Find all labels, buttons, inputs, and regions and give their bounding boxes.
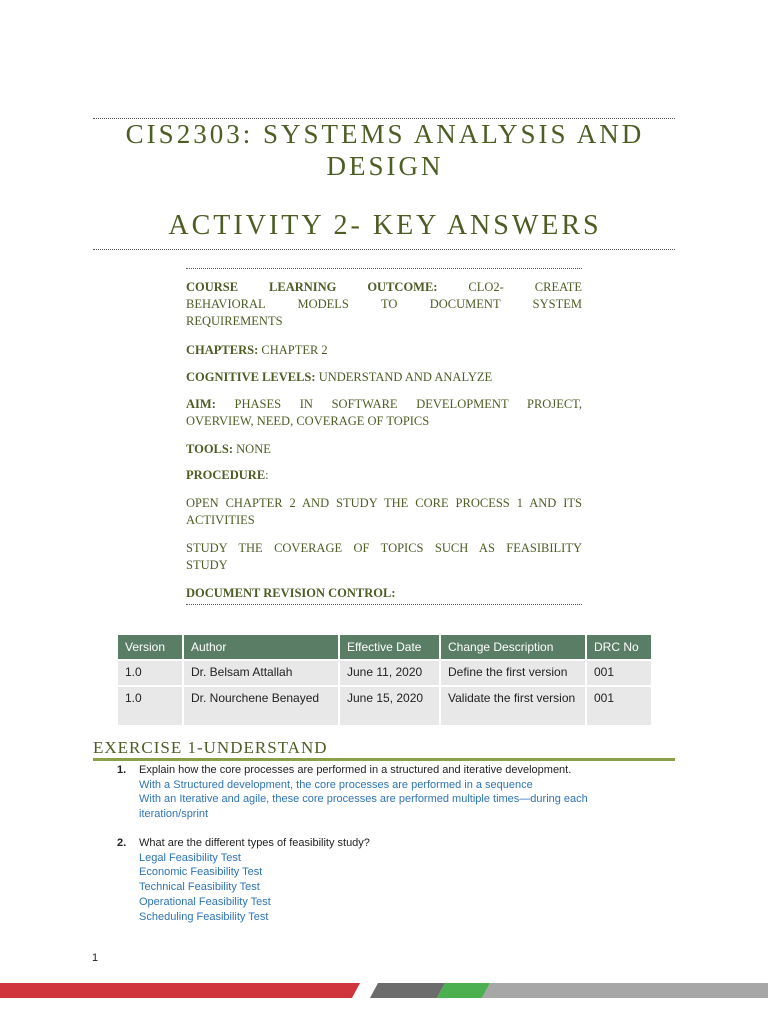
document-subtitle: ACTIVITY 2- KEY ANSWERS [168,210,602,241]
question-1-number: 1. [117,764,127,776]
footer-bar-green [437,983,490,998]
info-top-rule [186,268,582,269]
table-row [118,687,651,725]
revision-table [116,633,653,727]
chapters [186,342,582,359]
document-revision-control-label [186,585,582,602]
procedure [186,467,582,484]
cognitive-value: UNDERSTAND AND ANALYZE [318,370,493,384]
question-2-answer: Scheduling Feasibility Test [139,910,269,923]
cell-drc-no: 001 [587,687,651,725]
tools-label: TOOLS: [186,442,234,456]
exercise-heading-rule [93,758,675,761]
header-version: Version [118,635,182,659]
step-2-line-2: STUDY [186,558,228,572]
title-bottom-rule [93,249,675,250]
clo-label: COURSE LEARNING OUTCOME: [186,280,438,294]
footer-bar-gray-light [482,983,768,998]
header-change-description: Change Description [441,635,585,659]
question-1 [117,763,657,822]
cognitive-label: COGNITIVE LEVELS: [186,370,316,384]
cell-effective-date: June 11, 2020 [340,661,439,685]
cell-change-description: Validate the first version [441,687,585,725]
step-2-line-1: STUDY THE COVERAGE OF TOPICS SUCH AS FEASIBILITY [186,541,582,555]
table-header-row [118,635,651,659]
header-drc-no: DRC No [587,635,651,659]
step-1-line-1: OPEN CHAPTER 2 AND STUDY THE CORE PROCESS 1 AND ITS [186,496,582,510]
table-row [118,661,651,685]
procedure-step-1 [186,495,582,529]
footer-bar-red [0,983,360,998]
exercise-heading: EXERCISE 1-UNDERSTAND [93,738,328,757]
cell-drc-no: 001 [587,661,651,685]
procedure-label: PROCEDURE [186,468,266,482]
cell-version: 1.0 [118,661,182,685]
tools-value: NONE [236,442,271,456]
question-1-answer-2: With an Iterative and agile, these core processes are performed multiple times—during each iteration/sprint [139,793,588,821]
aim-label: AIM: [186,397,216,411]
question-2-answer: Technical Feasibility Test [139,881,260,894]
clo-value-line-3: REQUIREMENTS [186,314,283,328]
procedure-step-2 [186,540,582,574]
question-2 [117,836,657,924]
question-2-text: What are the different types of feasibility study? [139,837,370,849]
chapters-label: CHAPTERS: [186,343,259,357]
drc-label: DOCUMENT REVISION CONTROL: [186,586,396,600]
cell-author: Dr. Nourchene Benayed [184,687,338,725]
cell-version: 1.0 [118,687,182,725]
step-1-line-2: ACTIVITIES [186,513,255,527]
header-author: Author [184,635,338,659]
question-2-answer: Economic Feasibility Test [139,866,263,879]
header-effective-date: Effective Date [340,635,439,659]
document-title [90,118,680,182]
cell-effective-date: June 15, 2020 [340,687,439,725]
tools [186,441,582,458]
clo-value-line-2: BEHAVIORAL MODELS TO DOCUMENT SYSTEM [186,297,582,311]
question-2-answer: Legal Feasibility Test [139,851,241,864]
page-number: 1 [92,952,99,964]
info-bottom-rule [186,604,582,605]
question-1-answer-1: With a Structured development, the core processes are performed in a sequence [139,778,533,791]
procedure-colon: : [265,468,269,482]
aim [186,396,582,430]
chapters-value: CHAPTER 2 [261,343,328,357]
question-2-answer: Operational Feasibility Test [139,895,271,908]
cell-change-description: Define the first version [441,661,585,685]
aim-value-line-2: OVERVIEW, NEED, COVERAGE OF TOPICS [186,414,430,428]
course-learning-outcome [186,279,582,330]
title-line-1: CIS2303: SYSTEMS ANALYSIS AND [125,119,645,149]
cell-author: Dr. Belsam Attallah [184,661,338,685]
question-1-text: Explain how the core processes are performed in a structured and iterative development. [139,764,572,776]
cognitive-levels [186,369,582,386]
footer-bar-gray-dark [370,983,445,998]
clo-value-line-1: CLO2- CREATE [468,280,582,294]
question-2-number: 2. [117,837,127,849]
title-line-2: DESIGN [326,151,444,181]
aim-value-line-1: PHASES IN SOFTWARE DEVELOPMENT PROJECT, [234,397,583,411]
